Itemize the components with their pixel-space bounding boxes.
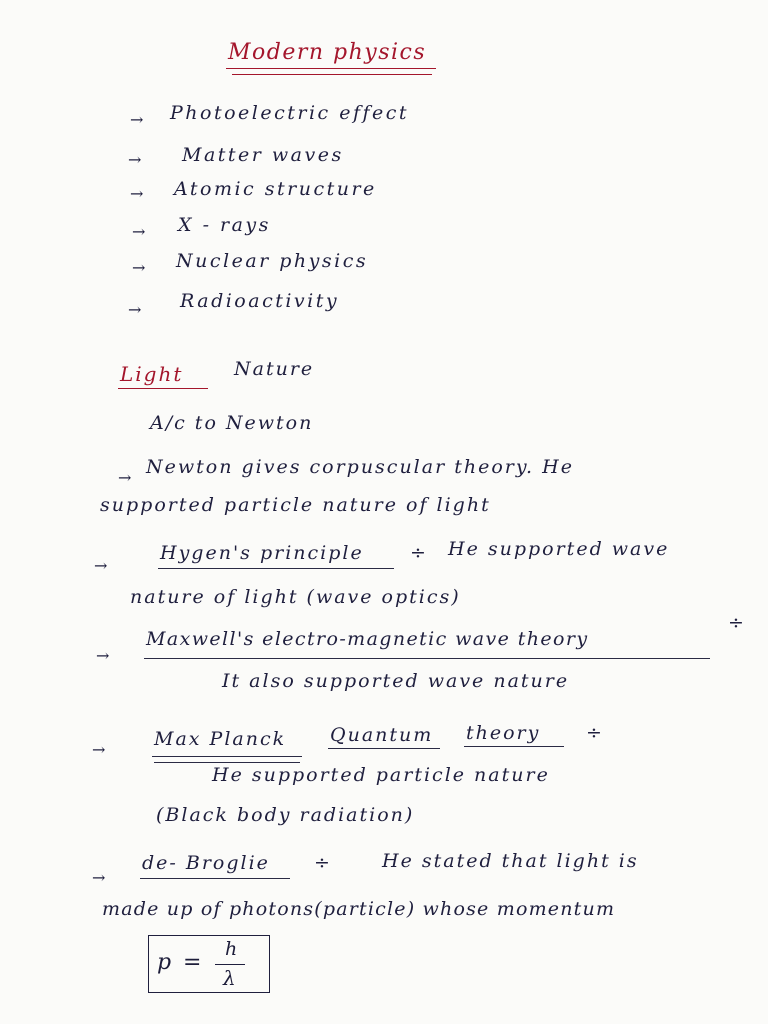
section-heading-light: Light [120, 362, 184, 386]
formula-fraction-bar [215, 964, 245, 965]
formula-denominator: λ [223, 966, 236, 990]
huygens-name: Hygen's principle [160, 542, 364, 564]
planck-sep: ÷ [586, 722, 604, 744]
planck-name-3: theory [466, 722, 541, 744]
newton-line-2: supported particle nature of light [100, 494, 491, 516]
arrow-icon: → [118, 468, 132, 487]
formula-lhs: p [157, 950, 172, 975]
debroglie-underline [140, 878, 290, 879]
topic-item: Nuclear physics [176, 250, 369, 272]
maxwell-sep: ÷ [728, 612, 746, 634]
planck-line-2: He supported particle nature [212, 764, 550, 786]
debroglie-name: de- Broglie [142, 852, 270, 874]
planck-underline-1 [152, 756, 302, 757]
arrow-icon: → [132, 222, 146, 241]
formula-numerator: h [225, 938, 238, 960]
planck-name-2: Quantum [330, 724, 434, 746]
debroglie-rest: He stated that light is [382, 850, 639, 872]
section-heading-underline [118, 388, 208, 389]
planck-underline-1b [154, 762, 300, 763]
maxwell-line-2: It also supported wave nature [222, 670, 570, 692]
arrow-icon: → [92, 868, 106, 887]
topic-item: Matter waves [182, 144, 344, 166]
newton-intro: A/c to Newton [150, 412, 314, 434]
momentum-formula-box [148, 935, 270, 993]
planck-name-1: Max Planck [154, 728, 287, 750]
section-heading-nature: Nature [234, 358, 315, 380]
title-underline-2 [232, 74, 432, 75]
planck-underline-3 [464, 746, 564, 747]
maxwell-underline [144, 658, 710, 659]
arrow-icon: → [96, 646, 110, 665]
huygens-rest: He supported wave [448, 538, 670, 560]
arrow-icon: → [94, 556, 108, 575]
topic-item: Photoelectric effect [170, 102, 410, 124]
newton-line-1: Newton gives corpuscular theory. He [146, 456, 574, 478]
arrow-icon: → [128, 300, 142, 319]
debroglie-sep: ÷ [314, 852, 332, 874]
debroglie-line-2: made up of photons(particle) whose momentum [102, 898, 616, 920]
huygens-sep: ÷ [410, 542, 428, 564]
formula-equals: = [183, 950, 202, 975]
maxwell-name: Maxwell's electro-magnetic wave theory [146, 628, 589, 650]
arrow-icon: → [128, 150, 142, 169]
title-underline-1 [226, 68, 436, 69]
page-title: Modern physics [228, 40, 427, 65]
planck-line-3: (Black body radiation) [156, 804, 415, 826]
planck-underline-2 [328, 748, 440, 749]
arrow-icon: → [92, 740, 106, 759]
arrow-icon: → [130, 110, 144, 129]
topic-item: Atomic structure [174, 178, 377, 200]
huygens-line-2: nature of light (wave optics) [130, 586, 461, 608]
arrow-icon: → [132, 258, 146, 277]
topic-item: Radioactivity [180, 290, 340, 312]
huygens-underline [158, 568, 394, 569]
topic-item: X - rays [178, 214, 271, 236]
arrow-icon: → [130, 184, 144, 203]
